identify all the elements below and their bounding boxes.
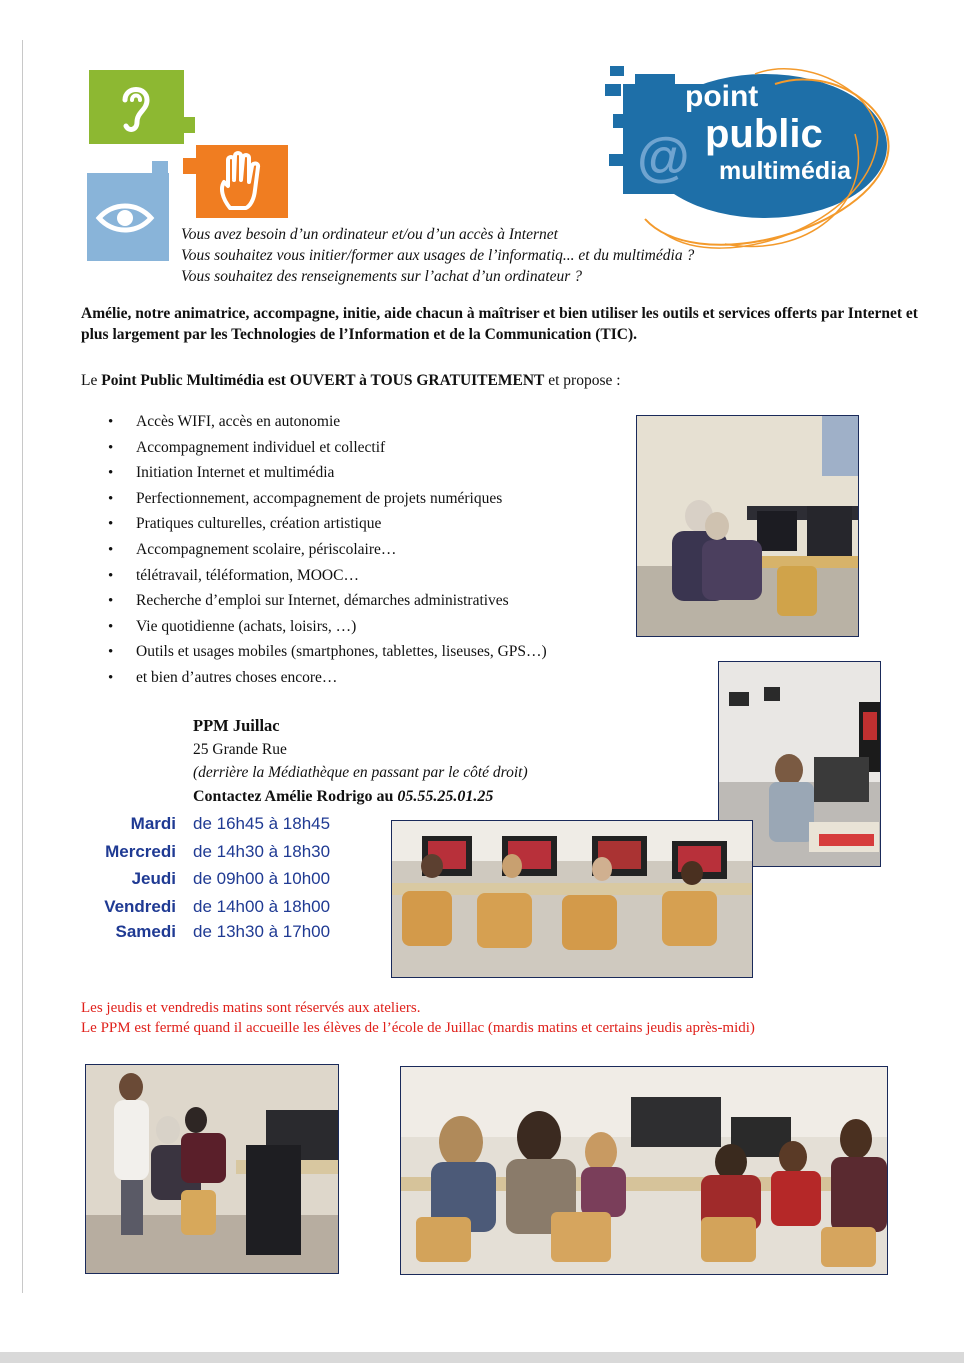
list-item: • télétravail, téléformation, MOOC… [108, 566, 547, 592]
address-block [193, 714, 528, 808]
open-line-suffix: et propose : [544, 372, 621, 389]
schedule-day: Mercredi [105, 842, 176, 861]
schedule-row [80, 814, 176, 836]
open-line-bold: Point Public Multimédia est OUVERT à TOUS GRATUITEMENT [101, 372, 545, 389]
logo-word-point: point [685, 80, 759, 113]
eye-icon [95, 198, 155, 238]
schedule-hours: de 16h45 à 18h45 [193, 814, 331, 833]
schedule-hours: de 09h00 à 10h00 [193, 869, 331, 888]
intro-line: Vous souhaitez des renseignements sur l’achat d’un ordinateur ? [181, 268, 582, 285]
ear-icon [115, 80, 155, 138]
list-item: • Initiation Internet et multimédia [108, 463, 547, 489]
intro-line: Vous avez besoin d’un ordinateur et/ou d’un accès à Internet [181, 226, 558, 243]
schedule-row [80, 897, 176, 919]
schedule-hours: de 13h30 à 17h00 [193, 922, 331, 941]
schedule-day: Mardi [130, 814, 176, 833]
list-item: • Outils et usages mobiles (smartphones, tablettes, liseuses, GPS…) [108, 642, 547, 668]
open-line-prefix: Le [81, 372, 102, 389]
open-line [81, 372, 621, 390]
orange-pixel [183, 158, 199, 174]
services-list [108, 412, 547, 694]
green-pixel [176, 117, 195, 133]
photo-children-class [400, 1066, 888, 1275]
page-border [22, 40, 23, 1293]
address-note: (derrière la Médiathèque en passant par le côté droit) [193, 764, 528, 781]
description: Amélie, notre animatrice, accompagne, initie, aide chacun à maîtriser et bien utiliser les outils et services offerts par Internet et plus largement par les Technologies de l’Information et de la Communication (TIC). [81, 305, 918, 343]
photo-computer-room [391, 820, 753, 978]
list-item: • Accès WIFI, accès en autonomie [108, 412, 547, 438]
hand-icon [218, 150, 270, 212]
bottom-band [0, 1352, 964, 1363]
list-item: • Vie quotidienne (achats, loisirs, …) [108, 617, 547, 643]
schedule-day: Jeudi [131, 869, 176, 888]
intro-line: Vous souhaitez vous initier/former aux usages de l’informatiq... et du multimédia ? [181, 247, 695, 264]
list-item: • Recherche d’emploi sur Internet, démarches administratives [108, 591, 547, 617]
place-name: PPM Juillac [193, 716, 280, 735]
photo-adult-class [85, 1064, 339, 1274]
logo-word-multimedia: multimédia [719, 157, 851, 185]
contact-line [193, 785, 528, 809]
note-line: Le PPM est fermé quand il accueille les élèves de l’école de Juillac (mardis matins et certains jeudis après-midi) [81, 1020, 755, 1036]
list-item: • Accompagnement scolaire, périscolaire… [108, 540, 547, 566]
list-item: • Perfectionnement, accompagnement de projets numériques [108, 489, 547, 515]
at-sign-icon: @ [637, 127, 690, 187]
contact-prefix: Contactez Amélie Rodrigo au [193, 787, 398, 805]
schedule-day: Samedi [115, 922, 176, 941]
schedule-hours: de 14h30 à 18h30 [193, 842, 331, 861]
phone-number[interactable]: 05.55.25.01.25 [397, 787, 494, 805]
list-item: • Accompagnement individuel et collectif [108, 438, 547, 464]
logo-word-public: public [705, 112, 823, 156]
street: 25 Grande Rue [193, 740, 287, 758]
note-line: Les jeudis et vendredis matins sont réservés aux ateliers. [81, 1000, 421, 1016]
list-item: • et bien d’autres choses encore… [108, 668, 547, 694]
list-item: • Pratiques culturelles, création artistique [108, 514, 547, 540]
schedule-hours: de 14h00 à 18h00 [193, 897, 331, 916]
schedule-row [80, 842, 176, 864]
schedule-row [80, 869, 176, 891]
notes [81, 998, 755, 1038]
schedule-row [80, 922, 176, 944]
intro-questions [181, 224, 694, 287]
photo-seniors-computers [636, 415, 859, 637]
schedule-day: Vendredi [104, 897, 176, 916]
blue-pixel [152, 161, 168, 175]
